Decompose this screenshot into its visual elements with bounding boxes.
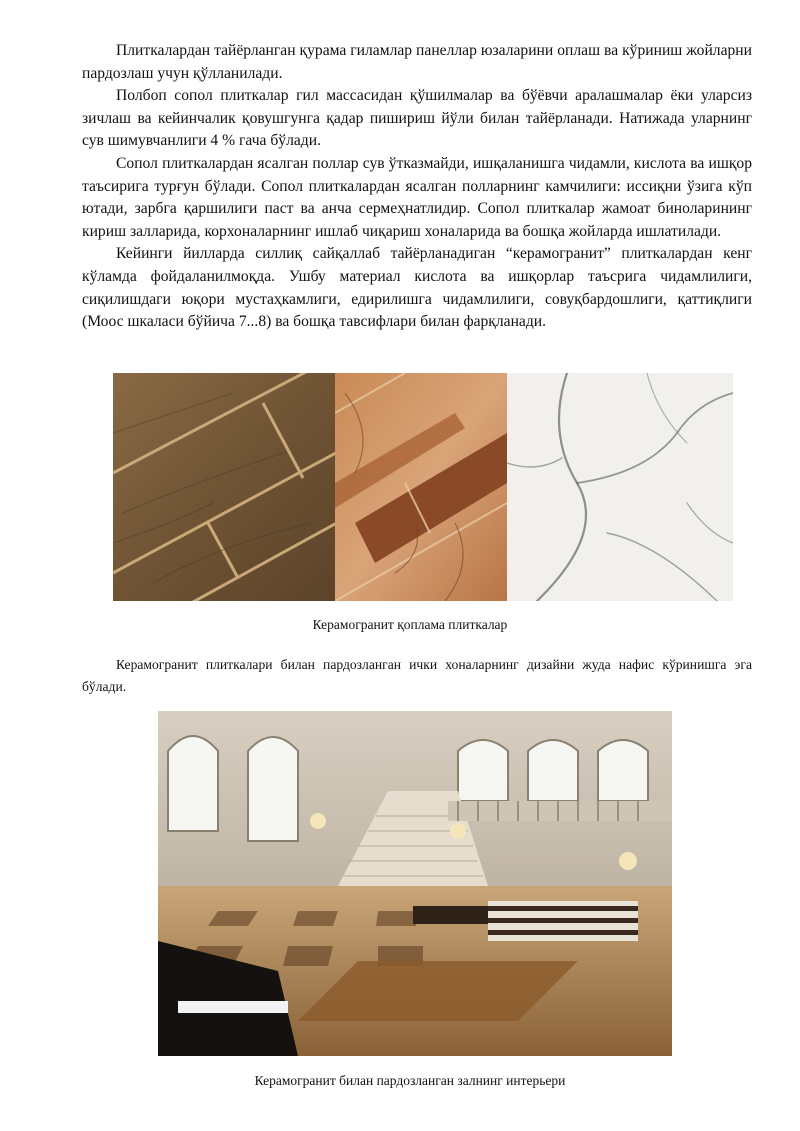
paragraph-4: Кейинги йилларда силлиқ сайқаллаб тайёрланадиган “керамогранит” плиткалардан кенг кўламда фойдаланилмоқда. Ушбу материал кислота ва ишқорлар таъсрига чидамлилиги, сиқилишдаги юқори мустаҳкамлиги, едирилишга чидамлилиги, совуқбардошлиги, қаттиқлиги (Моос шкаласи бўйича 7...8) ва бошқа тавсифлари билан фарқланади. [82,245,752,331]
figure1-caption: Керамогранит қоплама плиткалар [312,617,508,632]
tile-samples-figure [113,373,733,601]
paragraph-5: Керамогранит плиткалари билан пардозланган ички хоналарнинг дизайни жуда нафис кўринишга эга бўлади. [82,657,752,694]
wood-plank-tile-image [113,373,335,601]
hall-interior-image [158,711,672,1056]
white-marble-tile-image [507,373,733,601]
figure2-caption: Керамогранит билан пардозланган залнинг интерьери [254,1073,566,1088]
paragraph-3: Сопол плиткалардан ясалган поллар сув ўтказмайди, ишқаланишга чидамли, кислота ва ишқор таъсирига турғун бўлади. Сопол плиткалардан ясалган полларнинг камчилиги: иссиқни ўзига кўп ютади, зарбга қаршилиги паст ва анча сермеҳнатлидир. Сопол плиткалар жамоат биноларининг кириш залларида, корхоналарнинг ишлаб чиқариш хоналарида ва бошқа жойларда ишлатилади. [82,154,752,240]
body-text [82,40,752,334]
paragraph-1: Плиткалардан тайёрланган қурама гиламлар панеллар юзаларини оплаш ва кўриниш жойларни пардозлаш учун қўлланилади. [82,42,752,82]
paragraph-2: Полбоп сопол плиткалар гил массасидан қўшилмалар ва бўёвчи аралашмалар ёки уларсиз зичлаш ва кейинчалик қовушгунга қадар пишириш йўли билан тайёрланади. Натижада уларнинг сув шимувчанлиги 4 % гача бўлади. [82,87,752,150]
brown-marble-tile-image [335,373,507,601]
